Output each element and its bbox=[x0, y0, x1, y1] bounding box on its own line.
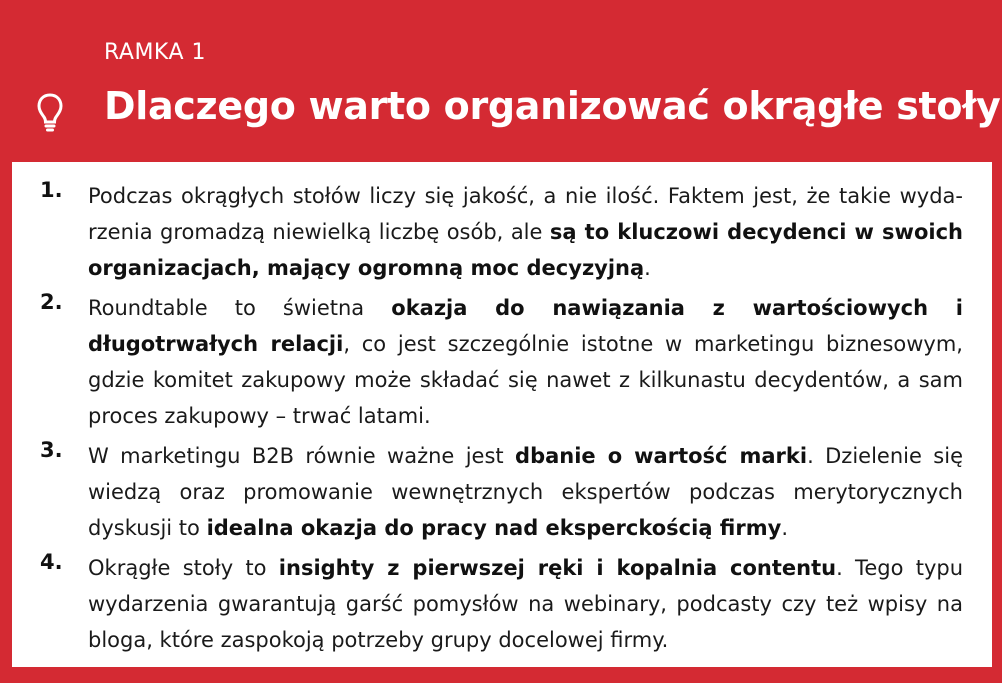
list-item bbox=[12, 178, 992, 286]
body-text: . Dzielenie się wiedzą oraz promowanie wewnętrznych ekspertów podczas merytorycznych dyskusji to bbox=[88, 444, 963, 540]
list-item-text bbox=[88, 178, 963, 286]
list-item bbox=[12, 438, 992, 546]
box-title: Dlaczego warto organizować okrągłe stoły bbox=[104, 84, 1001, 128]
list-item bbox=[12, 550, 992, 658]
body-text: Roundtable to świetna bbox=[88, 296, 392, 320]
body-text: . bbox=[644, 256, 651, 280]
list-item-text bbox=[88, 550, 963, 658]
emphasis-text: idealna okazja do pracy nad eksperckością firmy bbox=[206, 516, 782, 540]
list-item bbox=[12, 290, 992, 434]
content-panel bbox=[12, 162, 992, 667]
body-text: Podczas okrągłych stołów liczy się jakość, a nie ilość. Faktem jest, że takie wydarzenia gromadzą niewielką liczbę osób, ale bbox=[88, 184, 963, 244]
numbered-list bbox=[12, 178, 992, 662]
list-item-number: 4. bbox=[40, 550, 63, 574]
emphasis-text: dbanie o wartość marki bbox=[515, 444, 808, 468]
list-item-number: 2. bbox=[40, 290, 63, 314]
list-item-text bbox=[88, 438, 963, 546]
body-text: W marketingu B2B równie ważne jest bbox=[88, 444, 516, 468]
box-header bbox=[0, 0, 1002, 162]
body-text: . Tego typu wydarzenia gwarantują garść pomysłów na webinary, podcasty czy też wpisy na bloga, które zaspokoją potrzeby grupy docelowej firmy. bbox=[88, 556, 964, 652]
lightbulb-icon bbox=[36, 92, 64, 132]
body-text: Okrągłe stoły to bbox=[88, 556, 279, 580]
list-item-number: 1. bbox=[40, 178, 63, 202]
box-label: RAMKA 1 bbox=[104, 40, 207, 65]
list-item-number: 3. bbox=[40, 438, 63, 462]
body-text: , co jest szczególnie istotne w marketingu biznesowym, gdzie komitet zakupowy może składać się nawet z kilkunastu decydentów, a sam proces zakupowy – trwać latami. bbox=[88, 332, 963, 428]
emphasis-text: są to kluczowi decydenci w swoich organizacjach, mający ogromną moc decyzyjną bbox=[88, 220, 963, 280]
body-text: . bbox=[781, 516, 788, 540]
emphasis-text: insighty z pierwszej ręki i kopalnia contentu bbox=[278, 556, 837, 580]
emphasis-text: okazja do nawiązania z wartościowych i długotrwałych relacji bbox=[88, 296, 963, 356]
list-item-text bbox=[88, 290, 963, 434]
